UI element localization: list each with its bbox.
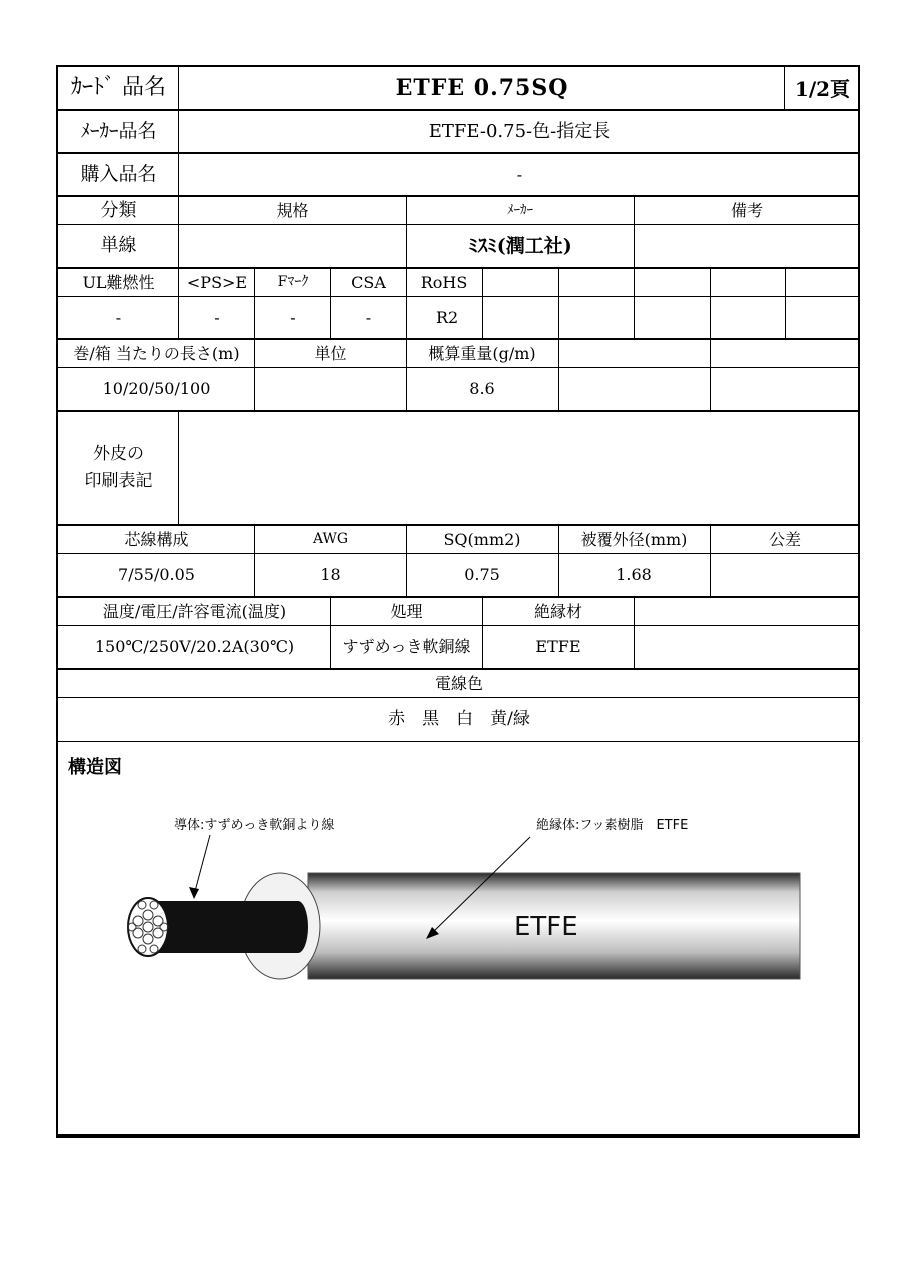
maker-value: ﾐｽﾐ(潤工社) (468, 234, 572, 257)
standard-header: 規格 (276, 200, 309, 220)
insulation-value: ETFE (535, 637, 581, 657)
classification-value: 単線 (100, 235, 137, 257)
conductor-label: 導体:すずめっき軟銅より線 (174, 818, 335, 833)
blank-header-1 (482, 269, 558, 296)
length-per-roll-header: 巻/箱 当たりの長さ(m) (73, 343, 240, 363)
remarks-header: 備考 (730, 200, 763, 220)
awg-header: AWG (312, 531, 349, 548)
jacket-text: ETFE (514, 912, 578, 942)
insulation-header: 絶縁材 (533, 601, 582, 621)
standard-value (179, 225, 406, 267)
strand-construction-header: 芯線構成 (124, 529, 189, 549)
treatment-header: 処理 (390, 601, 423, 621)
blank-length-header-2 (710, 340, 860, 367)
blank-header-4 (710, 269, 785, 296)
treatment-value: すずめっき軟銅線 (342, 637, 471, 657)
f-mark-value: - (290, 307, 296, 327)
tolerance-header: 公差 (768, 529, 801, 549)
blank-rating-value (634, 626, 860, 668)
remarks-value (634, 225, 860, 267)
ul-flame-header: UL難燃性 (82, 272, 155, 292)
conductor-body (148, 901, 298, 953)
wire-color-header: 電線色 (434, 673, 483, 693)
conductor-strands (128, 898, 168, 956)
length-per-roll-value: 10/20/50/100 (102, 379, 211, 399)
diagram-title: 構造図 (68, 757, 122, 779)
sq-header: SQ(mm2) (443, 529, 521, 549)
conductor-end-inner (288, 901, 308, 953)
marking-label-line1: 外皮の (93, 443, 144, 464)
blank-length-value-2 (710, 368, 860, 410)
f-mark-header: Fﾏｰｸ (277, 274, 309, 291)
card-name-label: ｶｰﾄﾞ 品名 (71, 75, 166, 101)
cable-structure-diagram (58, 743, 860, 1133)
blank-length-header-1 (558, 340, 710, 367)
csa-header: CSA (351, 272, 386, 292)
maker-name-value: ETFE-0.75-色-指定長 (428, 120, 611, 142)
pse-value: - (214, 307, 220, 327)
sq-value: 0.75 (464, 565, 500, 585)
strand-construction-value: 7/55/0.05 (118, 565, 195, 585)
rating-value: 150℃/250V/20.2A(30℃) (94, 637, 295, 657)
insulation-label: 絶縁体:フッ素樹脂 ETFE (536, 818, 689, 833)
maker-header: ﾒｰｶｰ (507, 202, 533, 218)
blank-value-5 (785, 297, 860, 338)
awg-value: 18 (320, 565, 341, 585)
marking-label (58, 412, 179, 524)
outer-diameter-header: 被覆外径(mm) (580, 529, 688, 549)
outer-diameter-value: 1.68 (616, 565, 652, 585)
weight-header: 概算重量(g/m) (428, 343, 536, 363)
blank-value-3 (634, 297, 710, 338)
unit-value (255, 368, 406, 410)
spec-sheet (56, 65, 860, 1138)
maker-name-label: ﾒｰｶｰ品名 (80, 120, 157, 143)
rating-header: 温度/電圧/許容電流(温度) (102, 601, 287, 621)
csa-value: - (365, 307, 372, 327)
marking-value (179, 412, 860, 524)
pse-header: <PS>E (186, 272, 248, 292)
unit-header: 単位 (314, 343, 347, 363)
rohs-header: RoHS (420, 272, 468, 292)
ul-flame-value: - (115, 307, 122, 327)
blank-length-value-1 (558, 368, 710, 410)
rohs-value: R2 (436, 307, 459, 327)
blank-value-1 (482, 297, 558, 338)
card-name-value: ETFE 0.75SQ (395, 75, 569, 102)
purchase-name-label: 購入品名 (80, 163, 157, 186)
blank-header-3 (634, 269, 710, 296)
blank-value-2 (558, 297, 634, 338)
marking-label-line2: 印刷表記 (84, 471, 153, 491)
wire-color-value: 赤 黒 白 黄/緑 (388, 708, 530, 729)
blank-value-4 (710, 297, 785, 338)
classification-header: 分類 (100, 199, 137, 221)
tolerance-value (710, 554, 860, 596)
purchase-name-value: - (516, 164, 523, 184)
weight-value: 8.6 (469, 379, 495, 399)
page-number: 1/2頁 (794, 76, 851, 101)
blank-header-2 (558, 269, 634, 296)
blank-rating-header (634, 598, 860, 625)
blank-header-5 (785, 269, 860, 296)
